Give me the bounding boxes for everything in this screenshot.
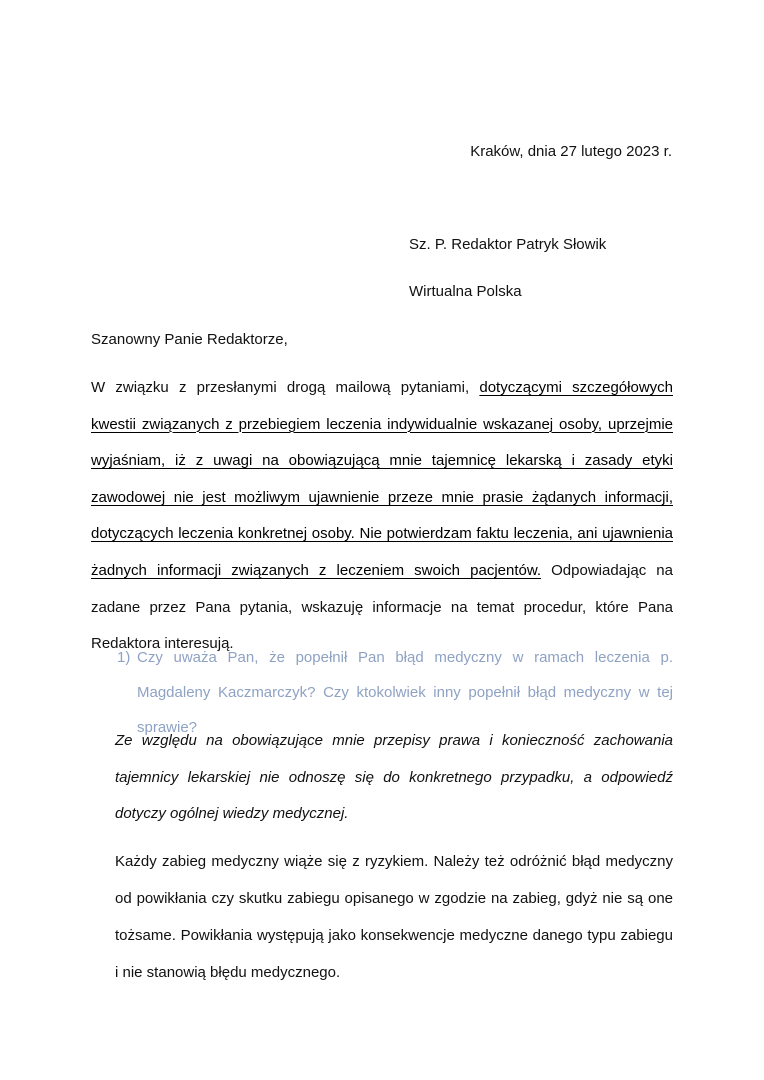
- main-paragraph: [91, 370, 673, 663]
- answer-paragraph: Każdy zabieg medyczny wiąże się z ryzykiem. Należy też odróżnić błąd medyczny od powikłania czy skutku zabiegu opisanego w zgodzie na zabieg, gdyż nie są one tożsame. Powikłania występują jako konsekwencje medyczne danego typu zabiegu i nie stanowią błędu medycznego.: [115, 853, 673, 981]
- addressee-organization: Wirtualna Polska: [409, 283, 522, 300]
- answer-italic-paragraph: Ze względu na obowiązujące mnie przepisy prawa i konieczność zachowania tajemnicy lekarskiej nie odnoszę się do konkretnego przypadku, a odpowiedź dotyczy ogólnej wiedzy medycznej.: [115, 732, 673, 822]
- main-paragraph-closing: Odpowiadając na zadane przez Pana pytania, wskazuję informacje na temat procedur, które Pana Redaktora interesują.: [91, 561, 673, 653]
- salutation: Szanowny Panie Redaktorze,: [91, 331, 288, 348]
- question-text: Czy uważa Pan, że popełnił Pan błąd medyczny w ramach leczenia p. Magdaleny Kaczmarczyk? Czy ktokolwiek inny popełnił błąd medyczny w tej sprawie?: [137, 649, 673, 736]
- main-paragraph-underlined: dotyczącymi szczegółowych kwestii związanych z przebiegiem leczenia indywidualnie wskazanej osoby, uprzejmie wyjaśniam, iż z uwagi na obowiązującą mnie tajemnicę lekarską i zasady etyki zawodowej nie jest możliwym ujawnienie przeze mnie prasie żądanych informacji, dotyczących leczenia konkretnej osoby. Nie potwierdzam faktu leczenia, ani ujawnienia żadnych informacji związanych z leczeniem swoich pacjentów.: [91, 379, 673, 579]
- question-number: 1): [117, 649, 131, 666]
- addressee-block: [409, 236, 606, 330]
- date-line: Kraków, dnia 27 lutego 2023 r.: [470, 143, 672, 160]
- addressee-name: Sz. P. Redaktor Patryk Słowik: [409, 236, 607, 253]
- main-paragraph-intro: W związku z przesłanymi drogą mailową pytaniami,: [91, 379, 480, 396]
